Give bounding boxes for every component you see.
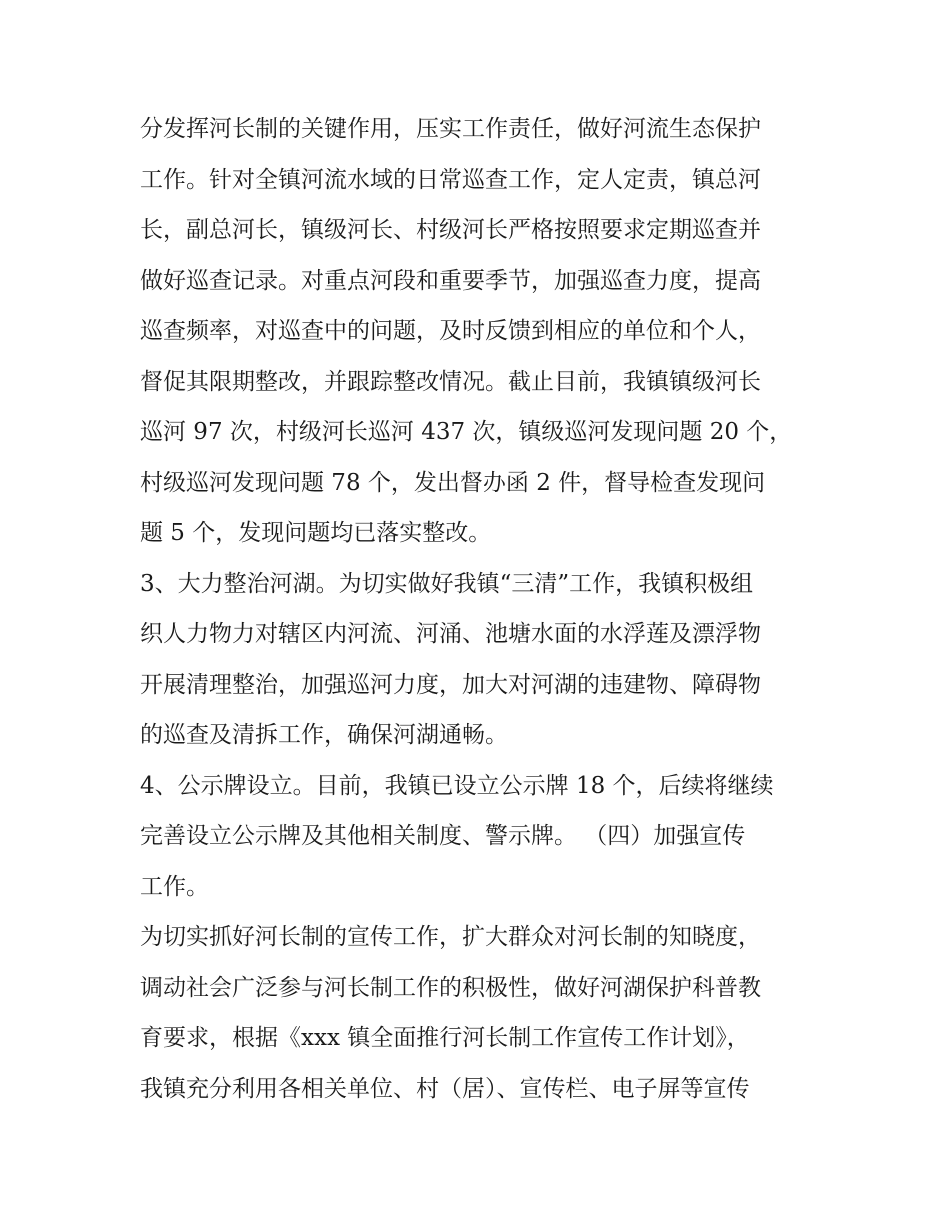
text-line: 村级巡河发现问题 78 个，发出督办函 2 件，督导检查发现问	[140, 469, 766, 496]
text-line: 做好巡查记录。对重点河段和重要季节，加强巡查力度，提高	[140, 267, 761, 294]
text-line: 巡河 97 次，村级河长巡河 437 次，镇级巡河发现问题 20 个，	[140, 419, 793, 445]
text-line: 的巡查及清拆工作，确保河湖通畅。	[140, 722, 508, 748]
text-line: 织人力物力对辖区内河流、河涌、池塘水面的水浮莲及漂浮物	[140, 621, 761, 647]
text-line: 督促其限期整改，并跟踪整改情况。截止目前，我镇镇级河长	[140, 368, 761, 395]
text-line: 为切实抓好河长制的宣传工作，扩大群众对河长制的知晓度，	[140, 924, 761, 950]
text-line: 工作。	[140, 873, 209, 900]
document-body	[140, 104, 820, 1114]
text-line: 调动社会广泛参与河长制工作的积极性，做好河湖保护科普教	[140, 974, 761, 1001]
text-line: 巡查频率，对巡查中的问题，及时反馈到相应的单位和个人，	[140, 318, 761, 344]
text-line: 育要求，根据《xxx 镇全面推行河长制工作宣传工作计划》，	[140, 1025, 750, 1051]
text-line: 分发挥河长制的关键作用，压实工作责任，做好河流生态保护	[140, 116, 761, 142]
text-line: 我镇充分利用各相关单位、村（居）、宣传栏、电子屏等宣传	[140, 1075, 750, 1102]
text-line: 开展清理整治，加强巡河力度，加大对河湖的违建物、障碍物	[140, 671, 761, 698]
text-line: 工作。针对全镇河流水域的日常巡查工作，定人定责，镇总河	[140, 166, 761, 193]
text-line: 3、大力整治河湖。为切实做好我镇“三清”工作，我镇积极组	[140, 570, 754, 597]
text-line: 4、公示牌设立。目前，我镇已设立公示牌 18 个，后续将继续	[140, 772, 774, 799]
text-line: 完善设立公示牌及其他相关制度、警示牌。 （四）加强宣传	[140, 823, 746, 849]
text-line: 题 5 个，发现问题均已落实整改。	[140, 520, 492, 546]
text-line: 长，副总河长，镇级河长、村级河长严格按照要求定期巡查并	[140, 217, 761, 243]
